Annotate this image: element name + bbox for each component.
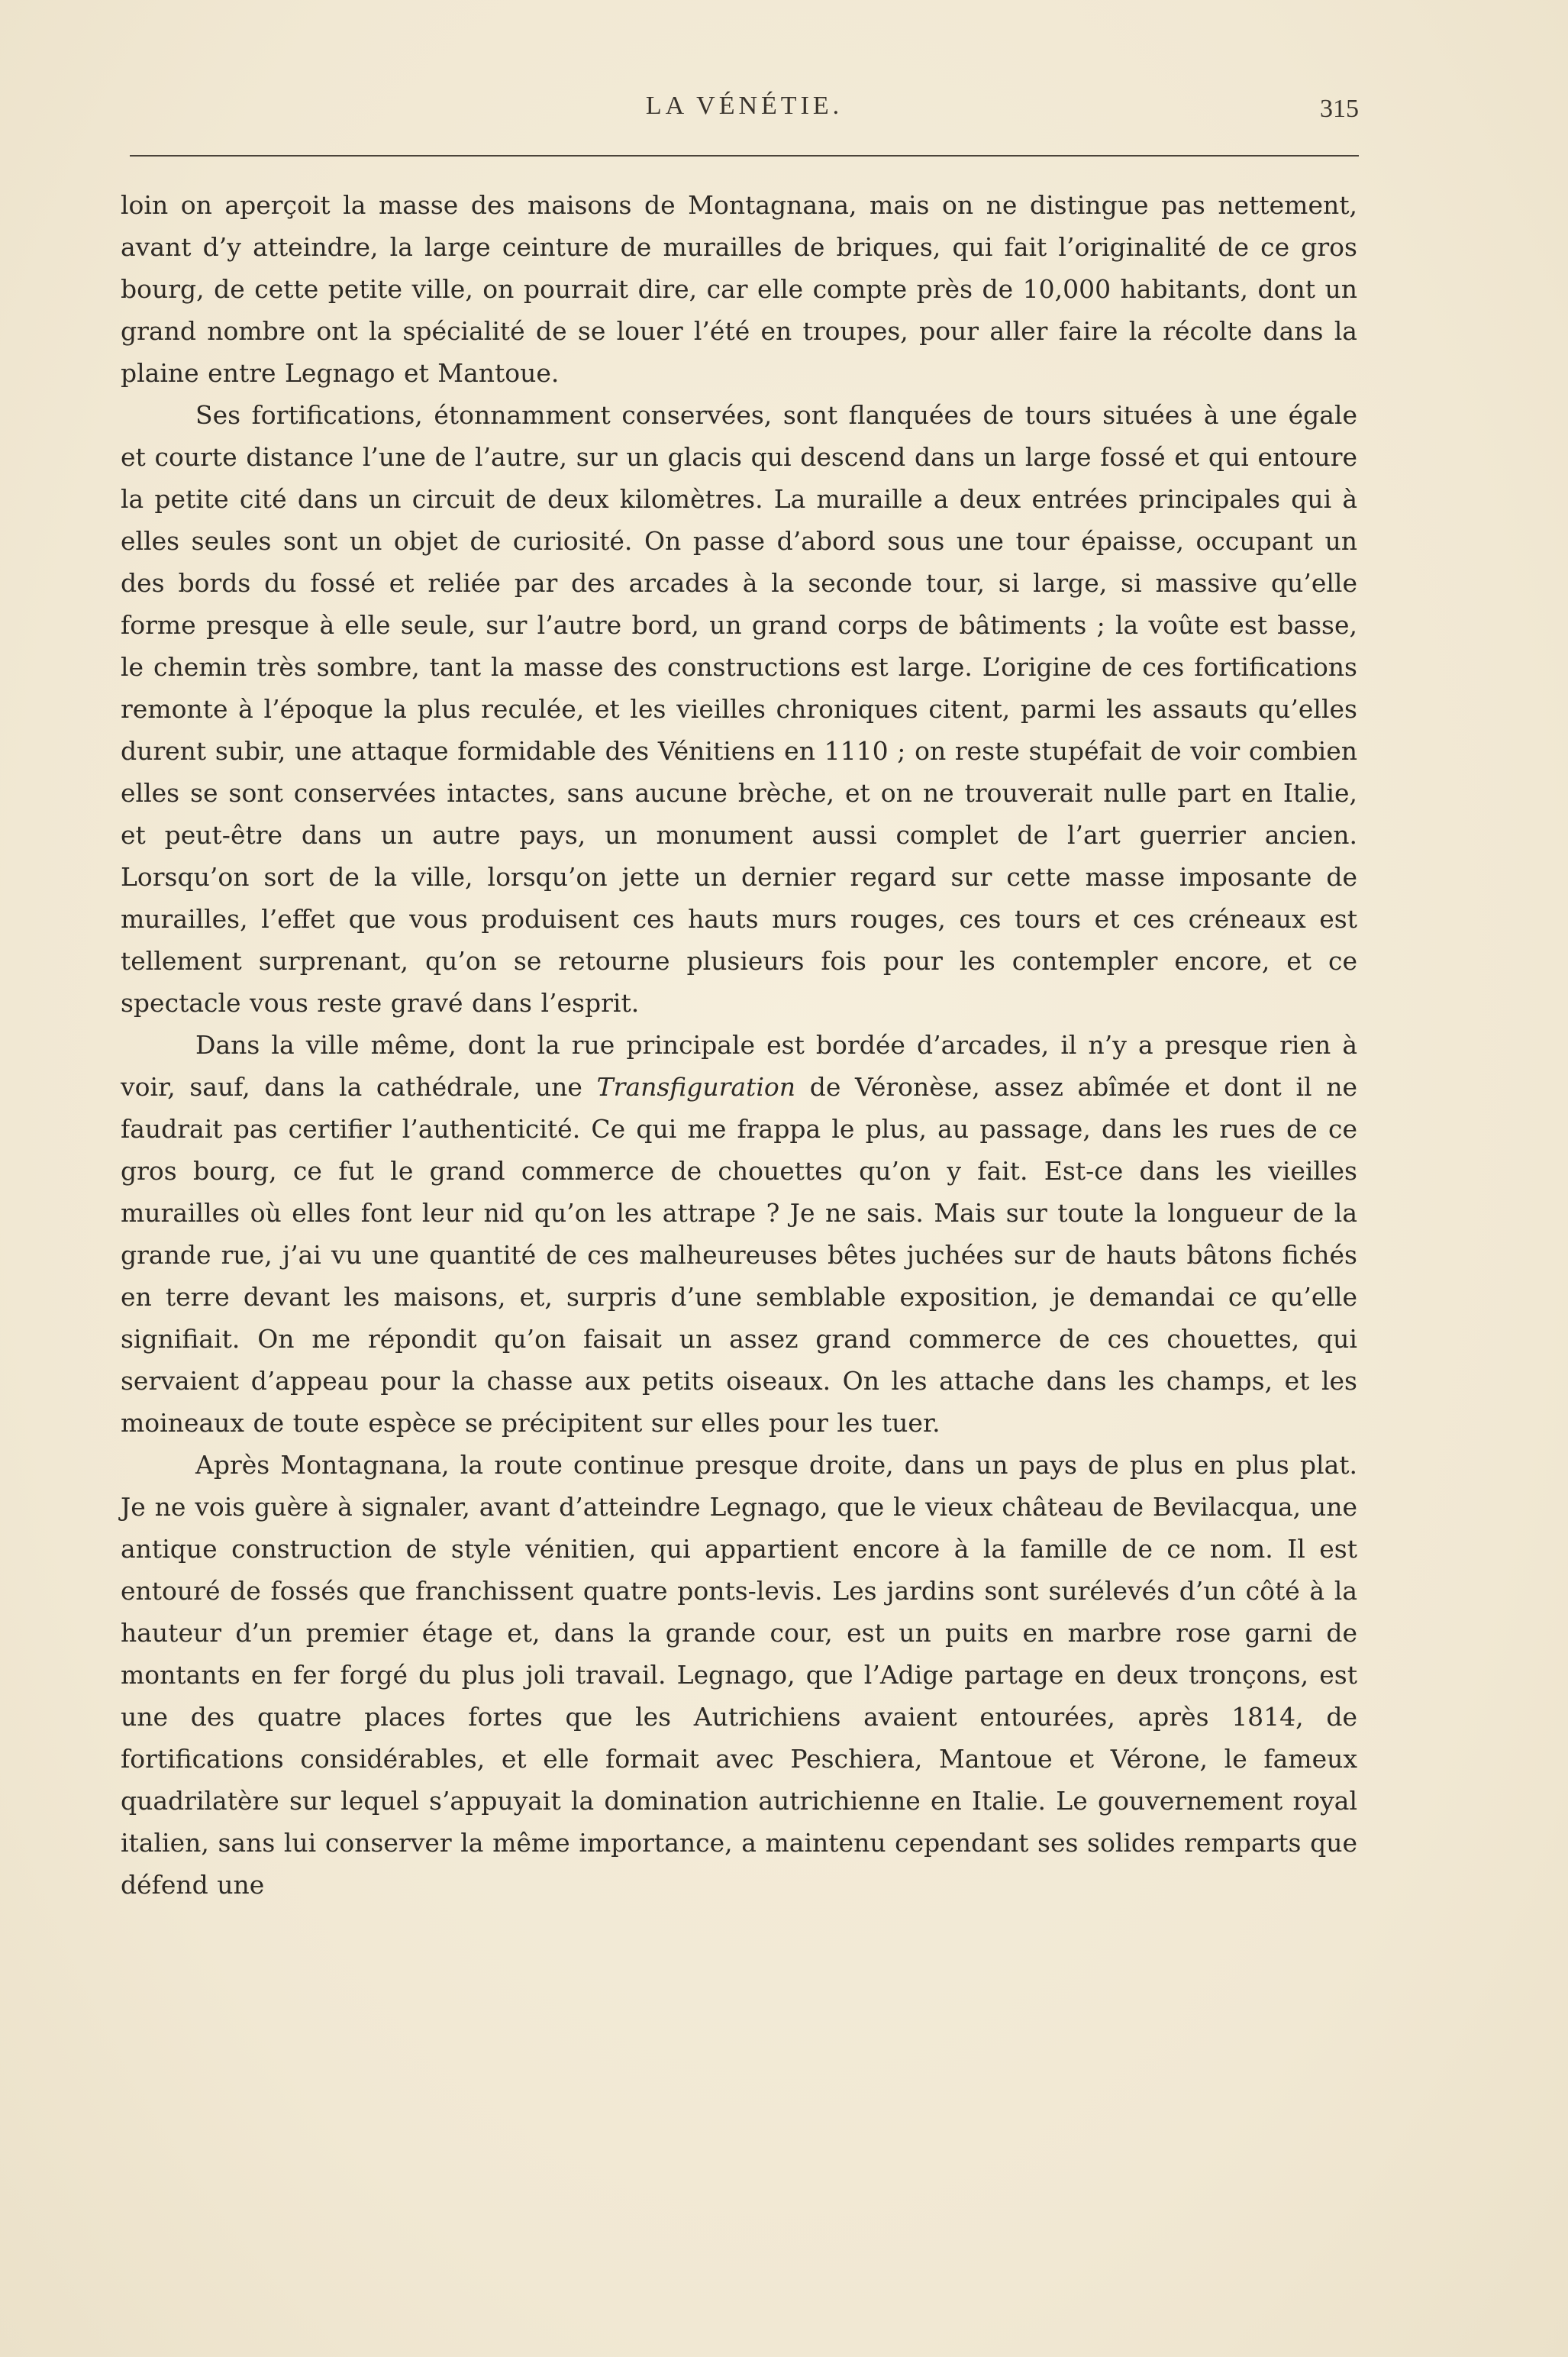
- paragraph: Après Montagnana, la route continue presque droite, dans un pays de plus en plus plat. Je ne vois guère à signaler, avant d’atteindre Legnago, que le vieux château de Bevilacqua, une antique construction de style vénitien, qui appartient encore à la famille de ce nom. Il est entouré de fossés que franchissent quatre ponts-levis. Les jardins sont surélevés d’un côté à la hauteur d’un premier étage et, dans la grande cour, est un puits en marbre rose garni de montants en fer forgé du plus joli travail. Legnago, que l’Adige partage en deux tronçons, est une des quatre places fortes que les Autrichiens avaient entourées, après 1814, de fortifications considérables, et elle formait avec Peschiera, Mantoue et Vérone, le fameux quadrilatère sur lequel s’appuyait la domination autrichienne en Italie. Le gouvernement royal italien, sans lui conserver la même importance, a maintenu cependant ses solides remparts que défend une: [121, 1450, 1357, 1900]
- page-header: [130, 84, 1359, 130]
- paragraph: [121, 1024, 1357, 1444]
- page-number: 315: [1320, 95, 1359, 123]
- paragraph-text: Dans la ville même, dont la rue principale est bordée d’arcades, il n’y a presque rien à voir, sauf, dans la cathédrale, une: [121, 1030, 1357, 1102]
- header-rule: [130, 155, 1359, 157]
- artwork-title: Transfiguration: [596, 1072, 796, 1102]
- body-text: [121, 184, 1357, 1906]
- paragraph-text: de Véronèse, assez abîmée et dont il ne faudrait pas certifier l’authenticité. Ce qui me frappa le plus, au passage, dans les rues de ce gros bourg, ce fut le grand commerce de chouettes qu’on y fait. Est-ce dans les vieilles murailles où elles font leur nid qu’on les attrape ? Je ne sais. Mais sur toute la longueur de la grande rue, j’ai vu une quantité de ces malheureuses bêtes juchées sur de hauts bâtons fichés en terre devant les maisons, et, surpris d’une semblable exposition, je demandai ce qu’elle signifiait. On me répondit qu’on faisait un assez grand commerce de ces chouettes, qui servaient d’appeau pour la chasse aux petits oiseaux. On les attache dans les champs, et les moineaux de toute espèce se précipitent sur elles pour les tuer.: [121, 1072, 1358, 1438]
- paragraph: loin on aperçoit la masse des maisons de Montagnana, mais on ne distingue pas nettement, avant d’y atteindre, la large ceinture de murailles de briques, qui fait l’originalité de ce gros bourg, de cette petite ville, on pourrait dire, car elle compte près de 10,000 habitants, dont un grand nombre ont la spécialité de se louer l’été en troupes, pour aller faire la récolte dans la plaine entre Legnago et Mantoue.: [121, 190, 1357, 388]
- paragraph: Ses fortifications, étonnamment conservées, sont flanquées de tours situées à une égale et courte distance l’une de l’autre, sur un glacis qui descend dans un large fossé et qui entoure la petite cité dans un circuit de deux kilomètres. La muraille a deux entrées principales qui à elles seules sont un objet de curiosité. On passe d’abord sous une tour épaisse, occupant un des bords du fossé et reliée par des arcades à la seconde tour, si large, si massive qu’elle forme presque à elle seule, sur l’autre bord, un grand corps de bâtiments ; la voûte est basse, le chemin très sombre, tant la masse des constructions est large. L’origine de ces fortifications remonte à l’époque la plus reculée, et les vieilles chroniques citent, parmi les assauts qu’elles durent subir, une attaque formidable des Vénitiens en 1110 ; on reste stupéfait de voir combien elles se sont conservées intactes, sans aucune brèche, et on ne trouverait nulle part en Italie, et peut-être dans un autre pays, un monument aussi complet de l’art guerrier ancien. Lorsqu’on sort de la ville, lorsqu’on jette un dernier regard sur cette masse imposante de murailles, l’effet que vous produisent ces hauts murs rouges, ces tours et ces créneaux est tellement surprenant, qu’on se retourne plusieurs fois pour les contempler encore, et ce spectacle vous reste gravé dans l’esprit.: [121, 400, 1357, 1018]
- running-title: LA VÉNÉTIE.: [645, 92, 844, 120]
